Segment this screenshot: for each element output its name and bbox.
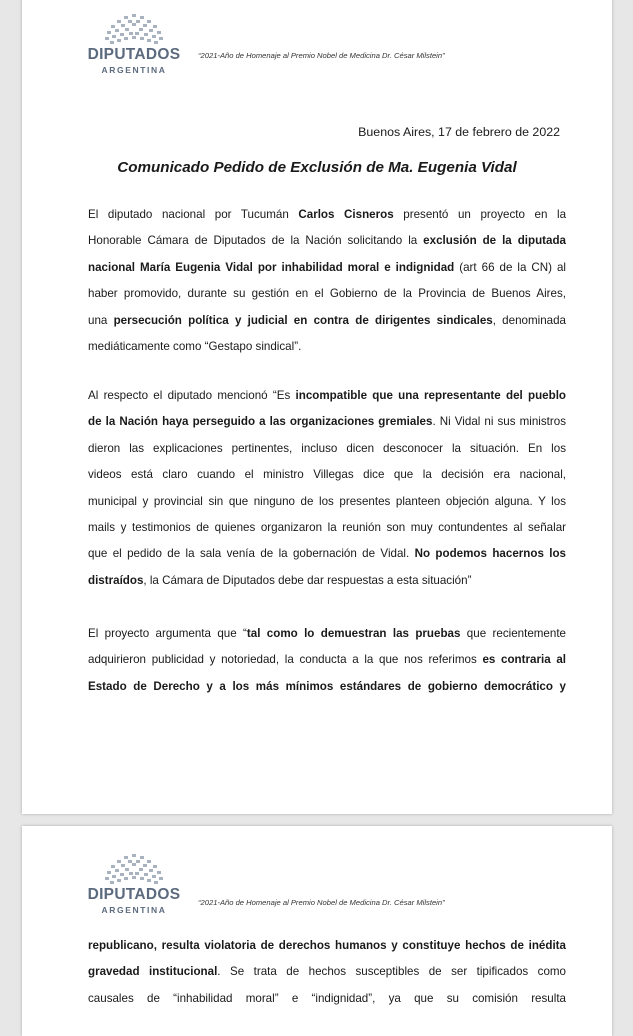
- logo-title: DIPUTADOS: [87, 46, 181, 63]
- text-line: Estado de Derecho y a los más mínimos estándares de gobierno democrático y: [88, 679, 566, 693]
- document-date: Buenos Aires, 17 de febrero de 2022: [358, 125, 560, 139]
- paragraph-1: [88, 202, 566, 360]
- document-page-2: [22, 826, 612, 1036]
- text-line: Al respecto el diputado mencionó “Es incompatible que una representante del pueblo: [88, 389, 566, 402]
- document-page-1: [22, 0, 612, 814]
- page-header: [22, 826, 612, 915]
- text-line: una persecución política y judicial en contra de dirigentes sindicales, denominada: [88, 313, 566, 327]
- text-line: nacional María Eugenia Vidal por inhabilidad moral e indignidad (art 66 de la CN) al: [88, 260, 566, 274]
- header-motto: “2021-Año de Homenaje al Premio Nobel de Medicina Dr. César Milstein”: [198, 51, 445, 60]
- text-line: Honorable Cámara de Diputados de la Nación solicitando la exclusión de la diputada: [88, 234, 566, 248]
- text-line: republicano, resulta violatoria de derechos humanos y constituye hechos de inédita: [88, 939, 566, 952]
- congress-dome-icon: [102, 12, 166, 46]
- paragraph-2: [88, 383, 566, 594]
- page-header: [22, 0, 612, 74]
- congress-dome-icon: [102, 852, 166, 886]
- diputados-logo: [84, 852, 184, 915]
- text-line: mediáticamente como “Gestapo sindical”.: [88, 340, 302, 354]
- text-line: de la Nación haya perseguido a las organizaciones gremiales. Ni Vidal ni sus ministros: [88, 415, 566, 429]
- text-line: El proyecto argumenta que “tal como lo demuestran las pruebas que recientemente: [88, 627, 566, 640]
- text-line: municipal y provincial sin que ninguno de los presentes planteen objeción alguna. Y los: [88, 494, 566, 508]
- logo-title: DIPUTADOS: [87, 886, 181, 903]
- paragraph-4: [88, 933, 566, 1012]
- text-line: distraídos, la Cámara de Diputados debe dar respuestas a esta situación”: [88, 573, 472, 587]
- text-line: adquirieron publicidad y notoriedad, la conducta a la que nos referimos es contraria al: [88, 653, 566, 667]
- paragraph-3: [88, 621, 566, 700]
- text-line: causales de “inhabilidad moral” e “indignidad”, ya que su comisión resulta: [88, 991, 566, 1005]
- diputados-logo: [84, 12, 184, 75]
- text-line: que el pedido de la sala venía de la gobernación de Vidal. No podemos hacernos los: [88, 547, 567, 561]
- text-line: dieron las explicaciones pertinentes, incluso dicen desconocer la situación. En los: [88, 441, 566, 455]
- logo-subtitle: ARGENTINA: [101, 65, 167, 75]
- text-line: mails y testimonios de quienes organizaron la reunión son muy contundentes al señalar: [88, 521, 566, 535]
- text-line: El diputado nacional por Tucumán Carlos Cisneros presentó un proyecto en la: [88, 208, 567, 221]
- text-line: videos está claro cuando el ministro Villegas dice que la decisión era nacional,: [88, 468, 566, 482]
- header-motto: “2021-Año de Homenaje al Premio Nobel de Medicina Dr. César Milstein”: [198, 898, 445, 907]
- text-line: gravedad institucional. Se trata de hechos susceptibles de ser tipificados como: [88, 965, 566, 979]
- logo-subtitle: ARGENTINA: [101, 905, 167, 915]
- text-line: haber promovido, durante su gestión en el Gobierno de la Provincia de Buenos Aires,: [88, 287, 566, 301]
- document-title: Comunicado Pedido de Exclusión de Ma. Eugenia Vidal: [117, 159, 517, 176]
